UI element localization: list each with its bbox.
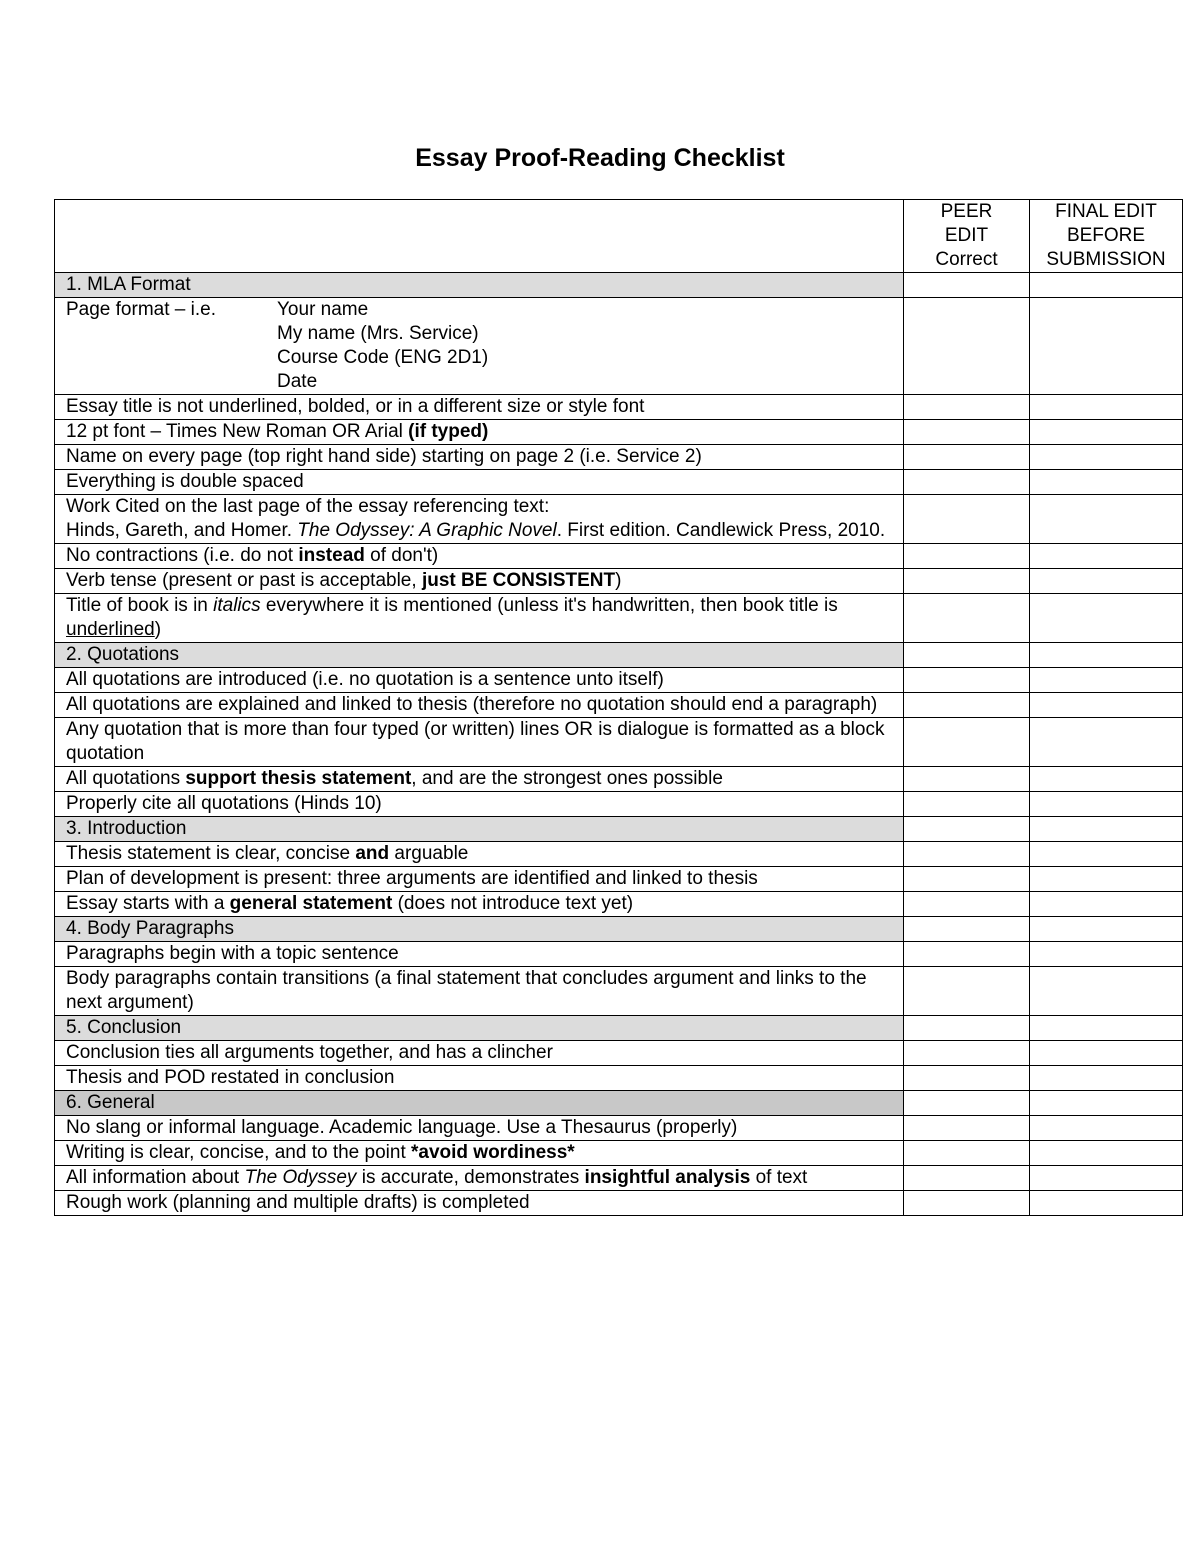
item-text: ): [154, 619, 162, 640]
header-row: [55, 200, 1183, 273]
final-edit-checkbox[interactable]: [1030, 967, 1183, 1016]
checklist-item: [55, 298, 904, 395]
item-text: 12 pt font – Times New Roman OR Arial: [66, 421, 409, 442]
peer-edit-column-header: [904, 200, 1030, 273]
final-edit-checkbox[interactable]: [1030, 942, 1183, 967]
final-edit-checkbox[interactable]: [1030, 298, 1183, 395]
checklist-item: All quotations are explained and linked to thesis (therefore no quotation should end a paragraph): [55, 693, 904, 718]
checklist-item: [55, 544, 904, 569]
item-text-italic: The Odyssey: A Graphic Novel: [297, 520, 557, 541]
checklist-item: Conclusion ties all arguments together, and has a clincher: [55, 1041, 904, 1066]
peer-edit-checkbox[interactable]: [904, 842, 1030, 867]
item-text: Title of book is in: [66, 595, 214, 616]
item-text-bold: instead: [298, 545, 365, 566]
final-edit-checkbox[interactable]: [1030, 1116, 1183, 1141]
peer-edit-checkbox[interactable]: [904, 668, 1030, 693]
checklist-row: [55, 842, 1183, 867]
item-text: Writing is clear, concise, and to the point: [66, 1142, 411, 1163]
checklist-row: [55, 1066, 1183, 1091]
final-edit-checkbox[interactable]: [1030, 495, 1183, 544]
item-text: ): [615, 570, 622, 591]
section-heading: 3. Introduction: [55, 817, 904, 842]
final-edit-checkbox[interactable]: [1030, 1141, 1183, 1166]
item-text: Essay starts with a: [66, 893, 230, 914]
item-text: Verb tense (present or past is acceptable,: [66, 570, 422, 591]
checklist-table: [54, 199, 1183, 1216]
final-edit-checkbox[interactable]: [1030, 1091, 1183, 1116]
peer-edit-checkbox[interactable]: [904, 420, 1030, 445]
checklist-item: [55, 842, 904, 867]
checklist-item: Essay title is not underlined, bolded, or in a different size or style font: [55, 395, 904, 420]
item-text-underlined: underlined: [66, 619, 155, 640]
checklist-row: [55, 445, 1183, 470]
final-edit-checkbox[interactable]: [1030, 445, 1183, 470]
header-blank-cell: [55, 200, 904, 273]
item-text-italic: italics: [213, 595, 261, 616]
peer-edit-header-line: EDIT: [944, 225, 989, 246]
final-edit-header-line: SUBMISSION: [1046, 249, 1166, 270]
peer-edit-checkbox[interactable]: [904, 1016, 1030, 1041]
item-text: is accurate, demonstrates: [356, 1167, 585, 1188]
page-title: Essay Proof-Reading Checklist: [415, 144, 785, 172]
peer-edit-checkbox[interactable]: [904, 718, 1030, 767]
peer-edit-checkbox[interactable]: [904, 917, 1030, 942]
item-text-bold: just BE CONSISTENT: [421, 570, 616, 591]
checklist-item: Name on every page (top right hand side) starting on page 2 (i.e. Service 2): [55, 445, 904, 470]
final-edit-checkbox[interactable]: [1030, 470, 1183, 495]
checklist-item: Paragraphs begin with a topic sentence: [55, 942, 904, 967]
section-heading: 2. Quotations: [55, 643, 904, 668]
item-text: of don't): [364, 545, 439, 566]
item-text-italic: The Odyssey: [244, 1167, 357, 1188]
peer-edit-checkbox[interactable]: [904, 1116, 1030, 1141]
item-text: All quotations: [66, 768, 186, 789]
item-text: No contractions (i.e. do not: [66, 545, 299, 566]
section-heading: 6. General: [55, 1091, 904, 1116]
section-row-conclusion: [55, 1016, 1183, 1041]
final-edit-checkbox[interactable]: [1030, 1016, 1183, 1041]
checklist-item: [55, 420, 904, 445]
checklist-row: [55, 544, 1183, 569]
peer-edit-header-line: Correct: [935, 249, 998, 270]
final-edit-header-line: BEFORE: [1066, 225, 1146, 246]
checklist-item: [55, 1141, 904, 1166]
peer-edit-checkbox[interactable]: [904, 1066, 1030, 1091]
checklist-item: Everything is double spaced: [55, 470, 904, 495]
peer-edit-checkbox[interactable]: [904, 643, 1030, 668]
checklist-item: No slang or informal language. Academic language. Use a Thesaurus (properly): [55, 1116, 904, 1141]
item-text-bold: (if typed): [408, 421, 489, 442]
checklist-item: [55, 569, 904, 594]
final-edit-checkbox[interactable]: [1030, 643, 1183, 668]
item-text-bold: and: [355, 843, 390, 864]
checklist-row: [55, 767, 1183, 792]
checklist-row: [55, 569, 1183, 594]
peer-edit-checkbox[interactable]: [904, 1041, 1030, 1066]
page-format-label: Page format – i.e.: [66, 299, 216, 320]
peer-edit-checkbox[interactable]: [904, 942, 1030, 967]
final-edit-checkbox[interactable]: [1030, 273, 1183, 298]
peer-edit-checkbox[interactable]: [904, 445, 1030, 470]
checklist-row: [55, 470, 1183, 495]
checklist-row: [55, 1166, 1183, 1191]
peer-edit-checkbox[interactable]: [904, 495, 1030, 544]
checklist-row: [55, 1191, 1183, 1216]
page-format-line: Course Code (ENG 2D1): [277, 347, 489, 368]
final-edit-checkbox[interactable]: [1030, 817, 1183, 842]
peer-edit-checkbox[interactable]: [904, 867, 1030, 892]
checklist-item: Body paragraphs contain transitions (a final statement that concludes argument and links to the next argument): [55, 967, 904, 1016]
item-text: . First edition. Candlewick Press, 2010.: [556, 520, 886, 541]
checklist-row: [55, 395, 1183, 420]
checklist-item: [55, 1166, 904, 1191]
final-edit-checkbox[interactable]: [1030, 1166, 1183, 1191]
checklist-item: All quotations are introduced (i.e. no quotation is a sentence unto itself): [55, 668, 904, 693]
section-heading: 5. Conclusion: [55, 1016, 904, 1041]
peer-edit-checkbox[interactable]: [904, 1141, 1030, 1166]
item-text: Hinds, Gareth, and Homer.: [66, 520, 298, 541]
section-row-body: [55, 917, 1183, 942]
item-text: (does not introduce text yet): [392, 893, 634, 914]
item-text: Thesis statement is clear, concise: [66, 843, 356, 864]
item-text: of text: [750, 1167, 808, 1188]
final-edit-checkbox[interactable]: [1030, 1066, 1183, 1091]
item-text-bold: general statement: [229, 893, 393, 914]
checklist-row: [55, 1041, 1183, 1066]
final-edit-checkbox[interactable]: [1030, 1041, 1183, 1066]
page-format-lines: [277, 298, 488, 394]
section-row-introduction: [55, 817, 1183, 842]
checklist-item: Plan of development is present: three arguments are identified and linked to thesis: [55, 867, 904, 892]
checklist-row: [55, 1141, 1183, 1166]
page-format-line: My name (Mrs. Service): [277, 323, 479, 344]
final-edit-header-line: FINAL EDIT: [1055, 201, 1157, 222]
item-text: Work Cited on the last page of the essay referencing text:: [66, 496, 550, 517]
peer-edit-checkbox[interactable]: [904, 767, 1030, 792]
peer-edit-checkbox[interactable]: [904, 817, 1030, 842]
peer-edit-checkbox[interactable]: [904, 273, 1030, 298]
page-format-line: Date: [277, 371, 318, 392]
final-edit-checkbox[interactable]: [1030, 594, 1183, 643]
citation: [66, 519, 892, 543]
peer-edit-checkbox[interactable]: [904, 693, 1030, 718]
final-edit-checkbox[interactable]: [1030, 668, 1183, 693]
section-row-quotations: [55, 643, 1183, 668]
section-row-general: [55, 1091, 1183, 1116]
item-text: everywhere it is mentioned (unless it's handwritten, then book title is: [260, 595, 838, 616]
checklist-row: [55, 718, 1183, 767]
peer-edit-checkbox[interactable]: [904, 1091, 1030, 1116]
page-format-line: Your name: [277, 299, 369, 320]
checklist-item: Any quotation that is more than four typed (or written) lines OR is dialogue is formatted as a block quotation: [55, 718, 904, 767]
checklist-item: Rough work (planning and multiple drafts) is completed: [55, 1191, 904, 1216]
final-edit-checkbox[interactable]: [1030, 867, 1183, 892]
final-edit-checkbox[interactable]: [1030, 395, 1183, 420]
section-heading: 4. Body Paragraphs: [55, 917, 904, 942]
checklist-row: [55, 892, 1183, 917]
peer-edit-header-line: PEER: [940, 201, 993, 222]
checklist-item: Thesis and POD restated in conclusion: [55, 1066, 904, 1091]
peer-edit-checkbox[interactable]: [904, 470, 1030, 495]
final-edit-checkbox[interactable]: [1030, 917, 1183, 942]
peer-edit-checkbox[interactable]: [904, 594, 1030, 643]
checklist-item: [55, 892, 904, 917]
peer-edit-checkbox[interactable]: [904, 792, 1030, 817]
item-text-bold: support thesis statement: [185, 768, 412, 789]
final-edit-checkbox[interactable]: [1030, 718, 1183, 767]
final-edit-checkbox[interactable]: [1030, 420, 1183, 445]
peer-edit-checkbox[interactable]: [904, 892, 1030, 917]
item-text: arguable: [389, 843, 469, 864]
checklist-row: [55, 668, 1183, 693]
peer-edit-checkbox[interactable]: [904, 1166, 1030, 1191]
final-edit-checkbox[interactable]: [1030, 544, 1183, 569]
checklist-row: [55, 298, 1183, 395]
checklist-row: [55, 942, 1183, 967]
final-edit-column-header: [1030, 200, 1183, 273]
checklist-item: [55, 767, 904, 792]
peer-edit-checkbox[interactable]: [904, 298, 1030, 395]
checklist-row: [55, 693, 1183, 718]
peer-edit-checkbox[interactable]: [904, 544, 1030, 569]
checklist-item: [55, 495, 904, 544]
final-edit-checkbox[interactable]: [1030, 892, 1183, 917]
final-edit-checkbox[interactable]: [1030, 767, 1183, 792]
checklist-row: [55, 495, 1183, 544]
checklist-row: [55, 792, 1183, 817]
peer-edit-checkbox[interactable]: [904, 569, 1030, 594]
checklist-row: [55, 420, 1183, 445]
final-edit-checkbox[interactable]: [1030, 569, 1183, 594]
item-text-bold: insightful analysis: [584, 1167, 751, 1188]
final-edit-checkbox[interactable]: [1030, 792, 1183, 817]
checklist-row: [55, 867, 1183, 892]
final-edit-checkbox[interactable]: [1030, 842, 1183, 867]
item-text: All information about: [66, 1167, 245, 1188]
final-edit-checkbox[interactable]: [1030, 693, 1183, 718]
item-text-bold: *avoid wordiness*: [411, 1142, 575, 1163]
final-edit-checkbox[interactable]: [1030, 1191, 1183, 1216]
checklist-row: [55, 1116, 1183, 1141]
checklist-item: Properly cite all quotations (Hinds 10): [55, 792, 904, 817]
checklist-item: [55, 594, 904, 643]
checklist-row: [55, 967, 1183, 1016]
item-text: , and are the strongest ones possible: [411, 768, 723, 789]
peer-edit-checkbox[interactable]: [904, 395, 1030, 420]
section-heading: 1. MLA Format: [55, 273, 904, 298]
section-row-mla: [55, 273, 1183, 298]
peer-edit-checkbox[interactable]: [904, 967, 1030, 1016]
checklist-row: [55, 594, 1183, 643]
peer-edit-checkbox[interactable]: [904, 1191, 1030, 1216]
